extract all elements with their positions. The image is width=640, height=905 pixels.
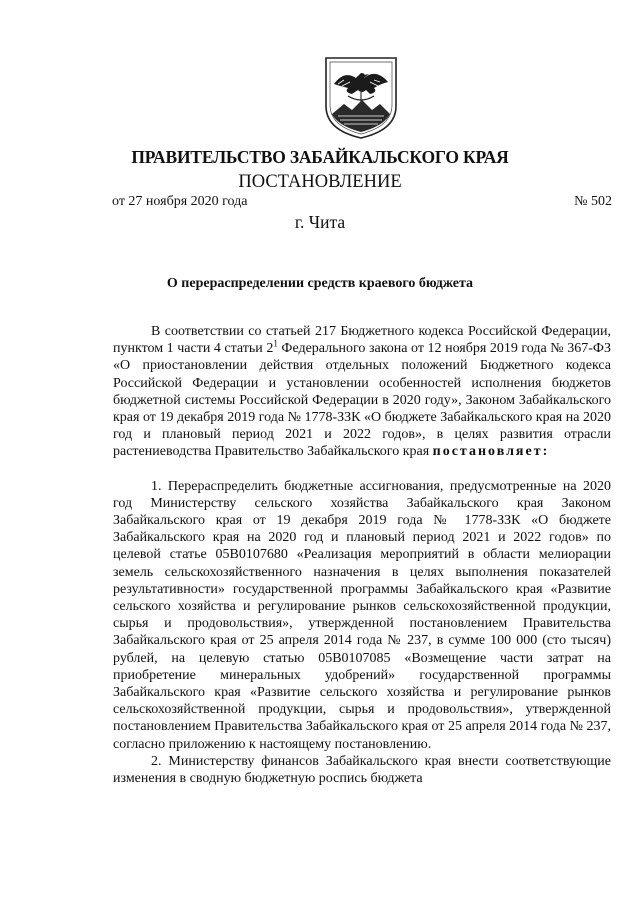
- document-type: ПОСТАНОВЛЕНИЕ: [238, 172, 402, 192]
- document-number: № 502: [574, 194, 612, 209]
- date-number-line: [112, 194, 612, 210]
- document-subject: О перераспределении средств краевого бюджета: [166, 276, 474, 291]
- document-body: [113, 323, 611, 787]
- coat-of-arms-icon: [322, 54, 400, 140]
- preamble-superscript: 1: [273, 338, 278, 349]
- document-date: от 27 ноября 2020 года: [112, 194, 248, 209]
- preamble-paragraph: [113, 323, 611, 461]
- document-city: г. Чита: [294, 212, 346, 232]
- preamble-text-1: В соответствии со статьей 217 Бюджетного кодекса Российской Федерации, пунктом 1 части 4 статьи 2: [113, 324, 611, 357]
- government-title: ПРАВИТЕЛЬСТВО ЗАБАЙКАЛЬСКОГО КРАЯ: [131, 147, 509, 167]
- decides-word: постановляет:: [432, 444, 550, 460]
- item-paragraph-2: 2. Министерству финансов Забайкальского края внести соответствующие изменения в сводную бюджетную роспись бюджета: [113, 753, 611, 787]
- item-paragraph-1: 1. Перераспределить бюджетные ассигнования, предусмотренные на 2020 год Министерству сельского хозяйства Забайкальского края Законом Забайкальского края от 19 декабря 2019 года № 1778-ЗЗК «О бюджете Забайкальского края на 2020 год и плановый период 2021 и 2022 годов» по целевой статье 05В0107680 «Реализация мероприятий в области мелиорации земель сельскохозяйственного назначения в целях выполнения показателей результативности» государственной программы Забайкальского края «Развитие сельского хозяйства и регулирование рынков сельскохозяйственной продукции, сырья и продовольствия», утвержденной постановлением Правительства Забайкальского края от 25 апреля 2014 года № 237, в сумме 100 000 (сто тысяч) рублей, на целевую статью 05В0107085 «Возмещение части затрат на приобретение минеральных удобрений» государственной программы Забайкальского края «Развитие сельского хозяйства и регулирование рынков сельскохозяйственной продукции, сырья и продовольствия», утвержденной постановлением Правительства Забайкальского края от 25 апреля 2014 года № 237, согласно приложению к настоящему постановлению.: [113, 478, 611, 752]
- preamble-text-2: Федерального закона от 12 ноября 2019 года № 367-ФЗ «О приостановлении действия отдельных положений Бюджетного кодекса Российской Федерации и установлении особенностей исполнения бюджетов бюджетной системы Российской Федерации в 2020 году», Законом Забайкальского края от 19 декабря 2019 года № 1778-ЗЗК «О бюджете Забайкальского края на 2020 год и плановый период 2021 и 2022 годов», в целях развития отрасли растениеводства Правительство Забайкальского края: [113, 341, 611, 460]
